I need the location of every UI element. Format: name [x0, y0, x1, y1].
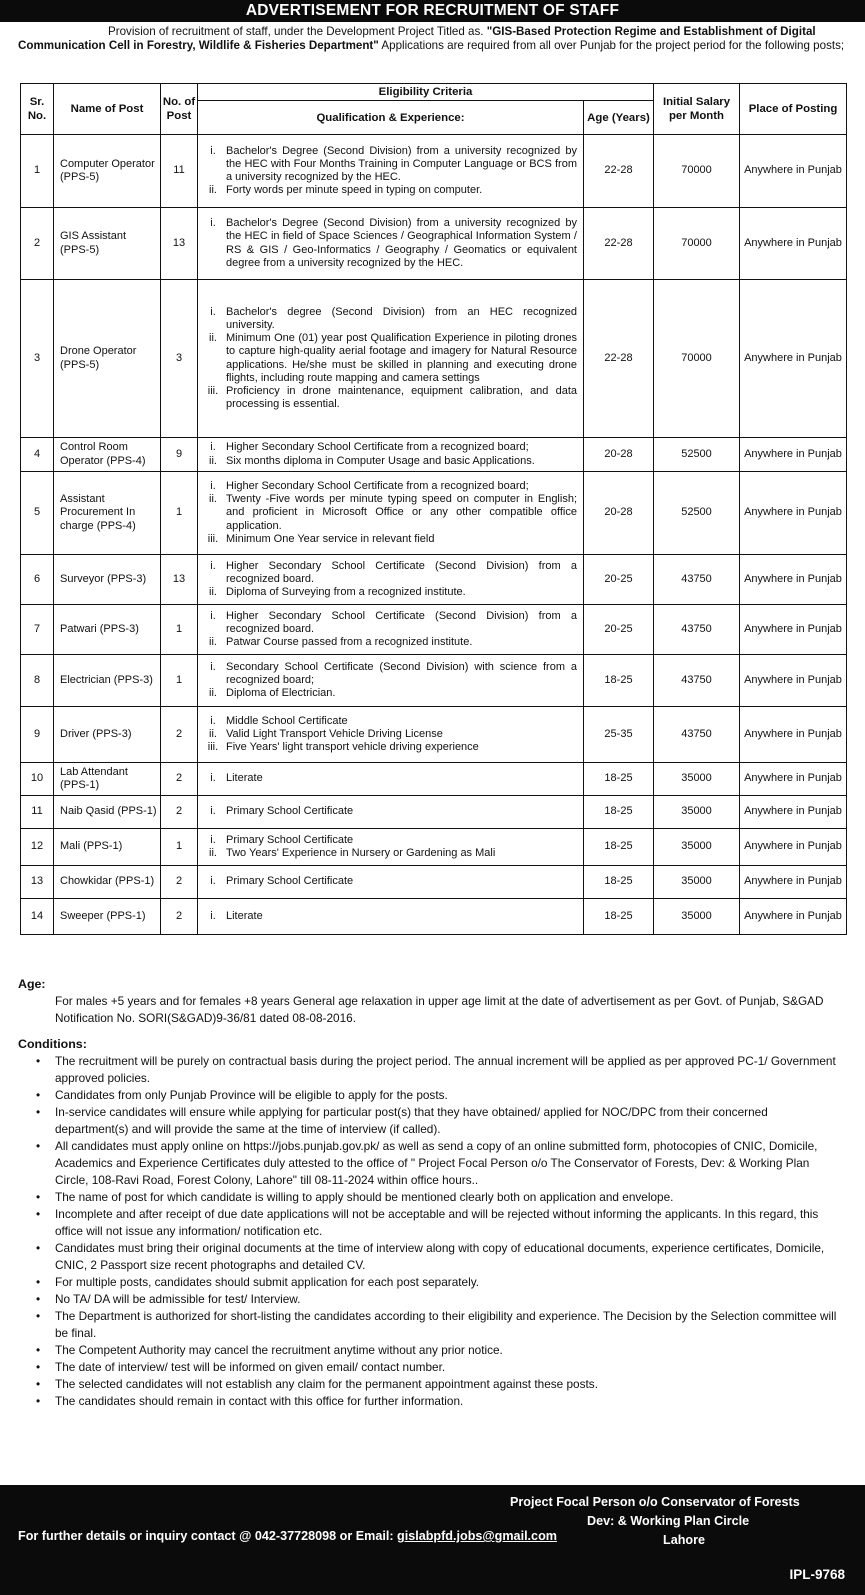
qualification-number: i.	[210, 609, 216, 622]
condition-item: • All candidates must apply online on https://jobs.punjab.gov.pk/ as well as send a copy of an online submitted form, photocopies of CNIC, Domicile, Academics and Experience Certificates duly attested to the office of " Project Focal Person o/o The Conservator of Forests, Dev: & Working Plan Circle, 108-Ravi Road, Forest Colony, Lahore" till 08-11-2024 within office hours..	[18, 1138, 848, 1189]
cell-place: Anywhere in Punjab	[740, 208, 847, 280]
cell-post-name: Sweeper (PPS-1)	[54, 899, 161, 935]
cell-age: 18-25	[584, 655, 654, 707]
qualification-number: ii.	[209, 636, 217, 649]
qualification-item	[200, 847, 577, 860]
cell-place: Anywhere in Punjab	[740, 135, 847, 208]
cell-age: 20-28	[584, 438, 654, 472]
cell-salary: 70000	[654, 208, 740, 280]
table-row	[21, 899, 847, 935]
header-initial-salary: Initial Salary per Month	[654, 84, 740, 135]
cell-qualification	[198, 866, 584, 899]
cell-age: 22-28	[584, 280, 654, 438]
cell-place: Anywhere in Punjab	[740, 763, 847, 796]
cell-place: Anywhere in Punjab	[740, 866, 847, 899]
cell-salary: 35000	[654, 796, 740, 829]
cell-place: Anywhere in Punjab	[740, 707, 847, 763]
signature-line-1: Project Focal Person o/o Conservator of Forests	[510, 1495, 800, 1509]
table-row	[21, 605, 847, 655]
signature-line-2: Dev: & Working Plan Circle	[587, 1514, 750, 1528]
cell-salary: 35000	[654, 899, 740, 935]
age-relaxation-text: For males +5 years and for females +8 years General age relaxation in upper age limit at the date of advertisement as per Govt. of Punjab, S&GAD Notification No. SORI(S&GAD)9-36/81 dated 08-08-2016.	[55, 994, 824, 1025]
table-row	[21, 655, 847, 707]
qualification-text: Primary School Certificate	[226, 805, 354, 818]
qualification-text: Proficiency in drone maintenance, equipment calibration, and data processing is essential.	[226, 384, 577, 411]
cell-salary: 43750	[654, 605, 740, 655]
qualification-number: iii.	[207, 741, 219, 754]
qualification-number: i.	[210, 559, 216, 572]
header-name-of-post: Name of Post	[54, 84, 161, 135]
conditions-heading: Conditions:	[18, 1037, 87, 1051]
cell-post-count: 2	[161, 707, 198, 763]
qualification-number: i.	[210, 772, 216, 785]
header-eligibility-criteria: Eligibility Criteria	[198, 84, 654, 101]
qualification-number: i.	[210, 479, 216, 492]
conditions-list	[18, 1053, 848, 1410]
cell-sr-no: 7	[21, 605, 54, 655]
cell-post-count: 3	[161, 280, 198, 438]
cell-post-name: Computer Operator (PPS-5)	[54, 135, 161, 208]
qualification-number: i.	[210, 217, 216, 230]
condition-item: • In-service candidates will ensure while applying for particular post(s) that they have obtained/ applied for NOC/DPC from their concerned department(s) and will provide the same at the time of interview (if called).	[18, 1104, 848, 1138]
qualification-item	[200, 145, 577, 185]
cell-qualification	[198, 472, 584, 555]
cell-sr-no: 8	[21, 655, 54, 707]
cell-post-name: Naib Qasid (PPS-1)	[54, 796, 161, 829]
table-row	[21, 472, 847, 555]
posts-table	[20, 83, 847, 935]
posts-table-body	[21, 135, 847, 935]
qualification-item	[200, 661, 577, 687]
table-row	[21, 763, 847, 796]
qualification-text: Twenty -Five words per minute typing speed on computer in English; and proficient in Microsoft Office or any other compatible office application.	[226, 493, 577, 532]
cell-place: Anywhere in Punjab	[740, 899, 847, 935]
condition-item: • The Competent Authority may cancel the recruitment anytime without any prior notice.	[18, 1342, 848, 1359]
cell-qualification	[198, 280, 584, 438]
conditions-section	[18, 1036, 848, 1410]
cell-post-count: 13	[161, 208, 198, 280]
cell-place: Anywhere in Punjab	[740, 796, 847, 829]
table-row	[21, 866, 847, 899]
cell-sr-no: 9	[21, 707, 54, 763]
qualification-item	[200, 441, 577, 454]
cell-post-name: Control Room Operator (PPS-4)	[54, 438, 161, 472]
qualification-number: i.	[210, 805, 216, 818]
qualification-item	[200, 493, 577, 533]
age-section	[18, 976, 848, 1027]
condition-item: • The name of post for which candidate is willing to apply should be mentioned clearly both on application and envelope.	[18, 1189, 848, 1206]
qualification-item	[200, 184, 577, 197]
cell-sr-no: 10	[21, 763, 54, 796]
cell-place: Anywhere in Punjab	[740, 438, 847, 472]
cell-age: 25-35	[584, 707, 654, 763]
cell-post-count: 9	[161, 438, 198, 472]
qualification-item	[200, 805, 577, 818]
cell-post-name: Patwari (PPS-3)	[54, 605, 161, 655]
table-row	[21, 555, 847, 605]
cell-post-name: Driver (PPS-3)	[54, 707, 161, 763]
qualification-item	[200, 533, 577, 546]
cell-post-count: 1	[161, 605, 198, 655]
condition-item: • No TA/ DA will be admissible for test/ Interview.	[18, 1291, 848, 1308]
cell-sr-no: 3	[21, 280, 54, 438]
header-qualification: Qualification & Experience:	[198, 101, 584, 135]
condition-item: • The Department is authorized for short-listing the candidates according to their eligibility and experience. The Decision by the Selection committee will be final.	[18, 1308, 848, 1342]
qualification-text: Literate	[226, 772, 263, 785]
qualification-text: Higher Secondary School Certificate from a recognized board;	[226, 479, 529, 492]
qualification-text: Literate	[226, 909, 263, 922]
qualification-text: Diploma of Surveying from a recognized institute.	[226, 586, 466, 599]
qualification-number: ii.	[209, 687, 217, 700]
cell-age: 20-28	[584, 472, 654, 555]
cell-post-count: 1	[161, 472, 198, 555]
condition-item: • The recruitment will be purely on contractual basis during the project period. The annual increment will be applied as per approved PC-1/ Government approved policies.	[18, 1053, 848, 1087]
qualification-text: Primary School Certificate	[226, 875, 354, 888]
qualification-text: Middle School Certificate	[226, 714, 348, 727]
qualification-item	[200, 834, 577, 847]
cell-sr-no: 6	[21, 555, 54, 605]
cell-age: 20-25	[584, 605, 654, 655]
cell-sr-no: 5	[21, 472, 54, 555]
qualification-item	[200, 772, 577, 785]
cell-salary: 35000	[654, 866, 740, 899]
cell-salary: 35000	[654, 829, 740, 866]
qualification-text: Six months diploma in Computer Usage and basic Applications.	[226, 454, 535, 467]
cell-post-count: 1	[161, 829, 198, 866]
qualification-item	[200, 610, 577, 636]
cell-qualification	[198, 829, 584, 866]
qualification-text: Five Years' light transport vehicle driving experience	[226, 741, 479, 754]
cell-sr-no: 12	[21, 829, 54, 866]
cell-sr-no: 4	[21, 438, 54, 472]
cell-qualification	[198, 135, 584, 208]
qualification-text: Bachelor's Degree (Second Division) from a university recognized by the HEC in field of Space Sciences / Geographical Information System / RS & GIS / Geo-Informatics / Geography / Geomatics or equivalent degree from a university recognized by the HEC.	[226, 217, 577, 269]
qualification-number: ii.	[209, 184, 217, 197]
cell-salary: 52500	[654, 438, 740, 472]
table-row	[21, 208, 847, 280]
cell-salary: 43750	[654, 707, 740, 763]
qualification-item	[200, 455, 577, 468]
cell-salary: 70000	[654, 280, 740, 438]
cell-qualification	[198, 763, 584, 796]
qualification-item	[200, 586, 577, 599]
cell-sr-no: 2	[21, 208, 54, 280]
qualification-item	[200, 728, 577, 741]
qualification-text: Secondary School Certificate (Second Division) with science from a recognized board;	[226, 660, 577, 686]
project-title: "GIS-Based Protection Regime and Establishment of Digital Communication Cell in Forestry, Wildlife & Fisheries Department"	[18, 25, 816, 52]
cell-post-count: 1	[161, 655, 198, 707]
cell-age: 18-25	[584, 899, 654, 935]
qualification-text: Minimum One (01) year post Qualification Experience in piloting drones to capture high-quality aerial footage and imagery for Natural Resource applications. He/she must be skilled in planning and executing drone flights, including route mapping and camera settings	[226, 332, 577, 384]
condition-item: • Incomplete and after receipt of due date applications will not be acceptable and will be rejected without informing the applicants. In this regard, this office will not issue any information/ notification etc.	[18, 1206, 848, 1240]
qualification-text: Higher Secondary School Certificate from a recognized board;	[226, 441, 529, 454]
cell-post-count: 2	[161, 763, 198, 796]
header-no-of-post: No. of Post	[161, 84, 198, 135]
qualification-text: Two Years' Experience in Nursery or Gardening as Mali	[226, 847, 496, 859]
contact-email-link[interactable]: gislabpfd.jobs@gmail.com	[397, 1529, 557, 1543]
qualification-number: i.	[210, 305, 216, 318]
cell-post-count: 2	[161, 796, 198, 829]
cell-post-count: 11	[161, 135, 198, 208]
qualification-number: i.	[210, 441, 216, 454]
qualification-item	[200, 875, 577, 888]
cell-place: Anywhere in Punjab	[740, 555, 847, 605]
table-row	[21, 438, 847, 472]
qualification-item	[200, 741, 577, 754]
cell-qualification	[198, 555, 584, 605]
table-row	[21, 280, 847, 438]
intro-paragraph	[18, 25, 848, 53]
cell-qualification	[198, 655, 584, 707]
cell-qualification	[198, 208, 584, 280]
cell-post-count: 2	[161, 866, 198, 899]
qualification-item	[200, 480, 577, 493]
cell-sr-no: 1	[21, 135, 54, 208]
reference-number: IPL-9768	[789, 1567, 845, 1582]
cell-qualification	[198, 707, 584, 763]
cell-age: 22-28	[584, 135, 654, 208]
qualification-text: Minimum One Year service in relevant field	[226, 532, 435, 545]
cell-sr-no: 13	[21, 866, 54, 899]
condition-item: • The candidates should remain in contact with this office for further information.	[18, 1393, 848, 1410]
table-row	[21, 796, 847, 829]
cell-age: 22-28	[584, 208, 654, 280]
cell-post-name: Mali (PPS-1)	[54, 829, 161, 866]
qualification-text: Patwar Course passed from a recognized institute.	[226, 636, 473, 649]
qualification-text: Higher Secondary School Certificate (Second Division) from a recognized board.	[226, 559, 577, 585]
qualification-item	[200, 687, 577, 700]
qualification-item	[200, 385, 577, 411]
cell-post-name: Lab Attendant (PPS-1)	[54, 763, 161, 796]
cell-place: Anywhere in Punjab	[740, 655, 847, 707]
cell-post-name: Surveyor (PPS-3)	[54, 555, 161, 605]
cell-sr-no: 14	[21, 899, 54, 935]
qualification-number: ii.	[209, 332, 217, 345]
cell-place: Anywhere in Punjab	[740, 472, 847, 555]
qualification-item	[200, 217, 577, 270]
cell-post-count: 2	[161, 899, 198, 935]
qualification-number: i.	[210, 144, 216, 157]
cell-age: 18-25	[584, 796, 654, 829]
cell-place: Anywhere in Punjab	[740, 280, 847, 438]
qualification-item	[200, 636, 577, 649]
qualification-item	[200, 332, 577, 385]
cell-age: 18-25	[584, 866, 654, 899]
cell-salary: 43750	[654, 655, 740, 707]
table-row	[21, 829, 847, 866]
qualification-number: i.	[210, 833, 216, 846]
cell-place: Anywhere in Punjab	[740, 605, 847, 655]
header-age: Age (Years)	[584, 101, 654, 135]
cell-age: 20-25	[584, 555, 654, 605]
qualification-number: ii.	[209, 586, 217, 599]
condition-item: • Candidates from only Punjab Province will be eligible to apply for the posts.	[18, 1087, 848, 1104]
header-place-of-posting: Place of Posting	[740, 84, 847, 135]
condition-item: • Candidates must bring their original documents at the time of interview along with copy of educational documents, experience certificates, Domicile, CNIC, 2 Passport size recent photographs and detailed CV.	[18, 1240, 848, 1274]
advertisement-title: ADVERTISEMENT FOR RECRUITMENT OF STAFF	[0, 0, 865, 22]
qualification-number: i.	[210, 875, 216, 888]
age-heading: Age:	[18, 977, 46, 991]
signature-line-3: Lahore	[663, 1533, 705, 1547]
table-row	[21, 135, 847, 208]
qualification-item	[200, 560, 577, 586]
qualification-number: i.	[210, 714, 216, 727]
contact-line	[18, 1529, 557, 1543]
table-row	[21, 707, 847, 763]
intro-text-1: Provision of recruitment of staff, under the Development Project Titled as.	[108, 25, 484, 38]
cell-qualification	[198, 605, 584, 655]
qualification-number: ii.	[209, 847, 217, 859]
qualification-text: Forty words per minute speed in typing on computer.	[226, 184, 483, 197]
qualification-text: Valid Light Transport Vehicle Driving License	[226, 727, 443, 740]
cell-salary: 70000	[654, 135, 740, 208]
qualification-text: Bachelor's Degree (Second Division) from a university recognized by the HEC with Four Months Training in Computer Language or BCS from a university recognized by the HEC.	[226, 144, 577, 183]
qualification-number: ii.	[209, 727, 217, 740]
qualification-number: i.	[210, 660, 216, 673]
qualification-number: ii.	[209, 454, 217, 467]
qualification-item	[200, 910, 577, 923]
cell-qualification	[198, 899, 584, 935]
cell-post-name: Assistant Procurement In charge (PPS-4)	[54, 472, 161, 555]
qualification-number: iii.	[207, 532, 219, 545]
qualification-text: Primary School Certificate	[226, 833, 354, 846]
header-sr-no: Sr. No.	[21, 84, 54, 135]
cell-qualification	[198, 438, 584, 472]
qualification-text: Diploma of Electrician.	[226, 687, 336, 700]
cell-age: 18-25	[584, 763, 654, 796]
qualification-item	[200, 306, 577, 332]
cell-post-name: GIS Assistant (PPS-5)	[54, 208, 161, 280]
qualification-item	[200, 715, 577, 728]
qualification-number: i.	[210, 909, 216, 922]
condition-item: • For multiple posts, candidates should submit application for each post separately.	[18, 1274, 848, 1291]
qualification-number: iii.	[207, 384, 219, 397]
cell-post-name: Electrician (PPS-3)	[54, 655, 161, 707]
cell-salary: 52500	[654, 472, 740, 555]
cell-salary: 43750	[654, 555, 740, 605]
cell-post-count: 13	[161, 555, 198, 605]
footer-bar	[0, 1485, 865, 1595]
condition-item: • The selected candidates will not establish any claim for the permanent appointment against these posts.	[18, 1376, 848, 1393]
qualification-text: Higher Secondary School Certificate (Second Division) from a recognized board.	[226, 609, 577, 635]
cell-qualification	[198, 796, 584, 829]
cell-place: Anywhere in Punjab	[740, 829, 847, 866]
condition-item: • The date of interview/ test will be informed on given email/ contact number.	[18, 1359, 848, 1376]
cell-age: 18-25	[584, 829, 654, 866]
qualification-number: ii.	[209, 493, 217, 506]
cell-salary: 35000	[654, 763, 740, 796]
cell-post-name: Drone Operator (PPS-5)	[54, 280, 161, 438]
cell-sr-no: 11	[21, 796, 54, 829]
contact-text: For further details or inquiry contact @ 042-37728098 or Email:	[18, 1529, 398, 1543]
qualification-text: Bachelor's degree (Second Division) from an HEC recognized university.	[226, 305, 577, 331]
intro-text-2: Applications are required from all over Punjab for the project period for the following posts;	[381, 39, 845, 52]
cell-post-name: Chowkidar (PPS-1)	[54, 866, 161, 899]
